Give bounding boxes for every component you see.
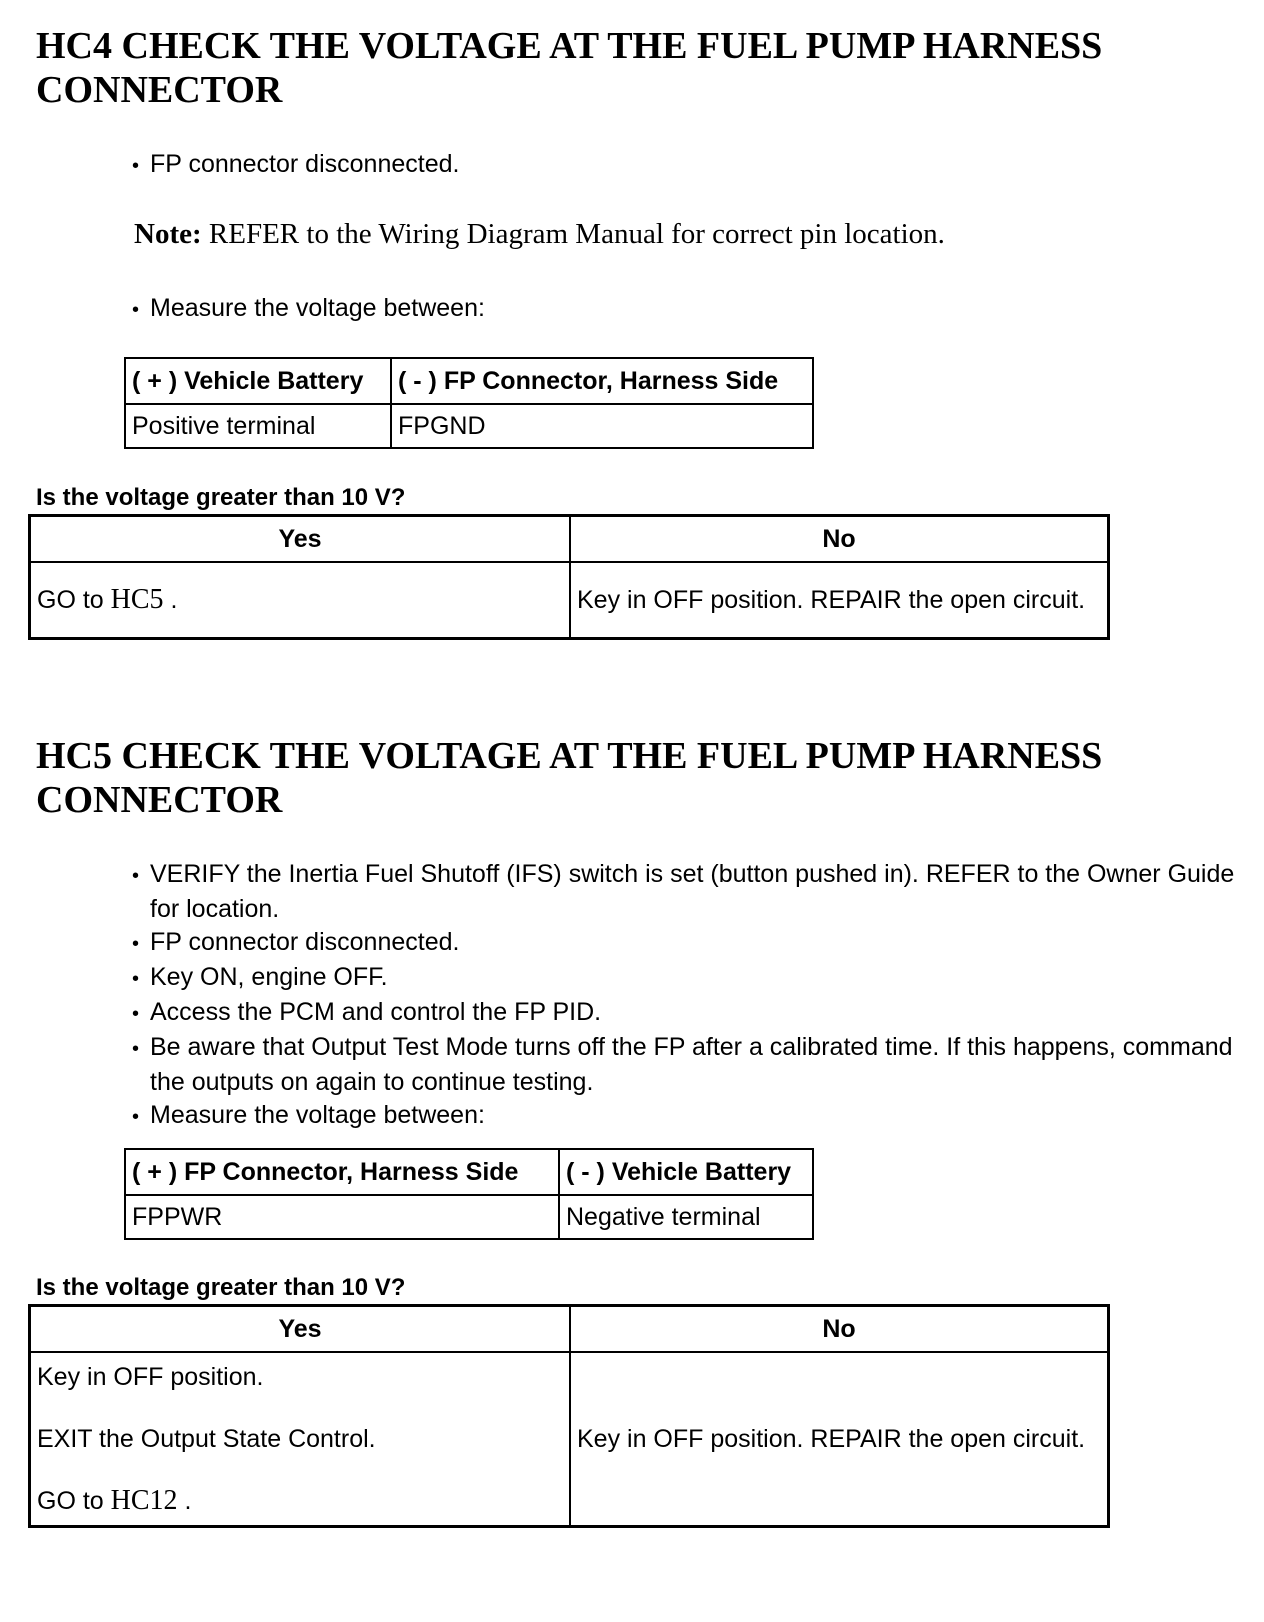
list-item: • Key ON, engine OFF. — [116, 961, 1246, 996]
hc4-heading: HC4 CHECK THE VOLTAGE AT THE FUEL PUMP HARNESS CONNECTOR — [36, 25, 1103, 111]
bullet-icon: • — [132, 968, 140, 990]
list-item: • Be aware that Output Test Mode turns off the FP after a calibrated time. If this happens, command the outputs on again to continue testing. — [132, 1033, 1233, 1096]
no-cell: Key in OFF position. REPAIR the open circuit. — [570, 1352, 1109, 1527]
table-cell: FPPWR — [125, 1195, 559, 1239]
hc5-bullet-list — [116, 858, 1246, 1134]
list-item: • Measure the voltage between: — [116, 1099, 1246, 1134]
table-header-row — [30, 1306, 1109, 1353]
hc5-heading: HC5 CHECK THE VOLTAGE AT THE FUEL PUMP HARNESS CONNECTOR — [36, 735, 1103, 821]
bullet-icon: • — [132, 1106, 140, 1128]
hc5-measurement-table — [124, 1148, 814, 1240]
list-item: • FP connector disconnected. — [116, 926, 1246, 961]
hc12-link[interactable]: HC12 — [110, 1485, 178, 1516]
bullet-icon: • — [132, 865, 140, 887]
table-row — [125, 1195, 813, 1239]
table-header-row — [30, 516, 1109, 563]
yes-header: Yes — [30, 516, 571, 563]
no-cell: Key in OFF position. REPAIR the open circuit. — [570, 562, 1109, 639]
yes-header: Yes — [30, 1306, 571, 1353]
hc4-result-table — [28, 514, 1110, 640]
hc4-question: Is the voltage greater than 10 V? — [36, 484, 406, 511]
yes-cell: Key in OFF position. EXIT the Output State Control. GO to HC12 . — [30, 1352, 571, 1527]
hc5-question: Is the voltage greater than 10 V? — [36, 1274, 406, 1301]
no-header: No — [570, 1306, 1109, 1353]
hc4-measurement-table — [124, 357, 814, 449]
list-item: • Access the PCM and control the FP PID. — [116, 996, 1246, 1031]
table-cell: Negative terminal — [559, 1195, 813, 1239]
table-header-cell: ( - ) Vehicle Battery — [559, 1149, 813, 1195]
table-row — [30, 562, 1109, 639]
table-row — [30, 1352, 1109, 1527]
list-item: • VERIFY the Inertia Fuel Shutoff (IFS) switch is set (button pushed in). REFER to the Owner Guide for location. — [132, 860, 1235, 923]
note-label: Note: — [134, 218, 202, 250]
bullet-icon: • — [132, 933, 140, 955]
hc4-note — [134, 218, 945, 251]
no-header: No — [570, 516, 1109, 563]
bullet-icon: • — [132, 1003, 140, 1025]
note-text: REFER to the Wiring Diagram Manual for correct pin location. — [201, 218, 945, 250]
table-cell: FPGND — [391, 404, 813, 448]
bullet-icon: • — [132, 299, 140, 321]
table-header-cell: ( + ) Vehicle Battery — [125, 358, 391, 404]
table-header-row — [125, 358, 813, 404]
table-header-cell: ( + ) FP Connector, Harness Side — [125, 1149, 559, 1195]
hc5-result-table — [28, 1304, 1110, 1528]
list-item: • Measure the voltage between: — [116, 292, 1246, 327]
table-header-cell: ( - ) FP Connector, Harness Side — [391, 358, 813, 404]
bullet-icon: • — [132, 1038, 140, 1060]
hc5-link[interactable]: HC5 — [110, 584, 164, 615]
hc4-bullet-list-1 — [116, 148, 1246, 183]
table-row — [125, 404, 813, 448]
yes-cell: GO to HC5 . — [30, 562, 571, 639]
table-header-row — [125, 1149, 813, 1195]
hc4-bullet-list-2 — [116, 292, 1246, 327]
table-cell: Positive terminal — [125, 404, 391, 448]
bullet-icon: • — [132, 155, 140, 177]
list-item: • FP connector disconnected. — [116, 148, 1246, 183]
